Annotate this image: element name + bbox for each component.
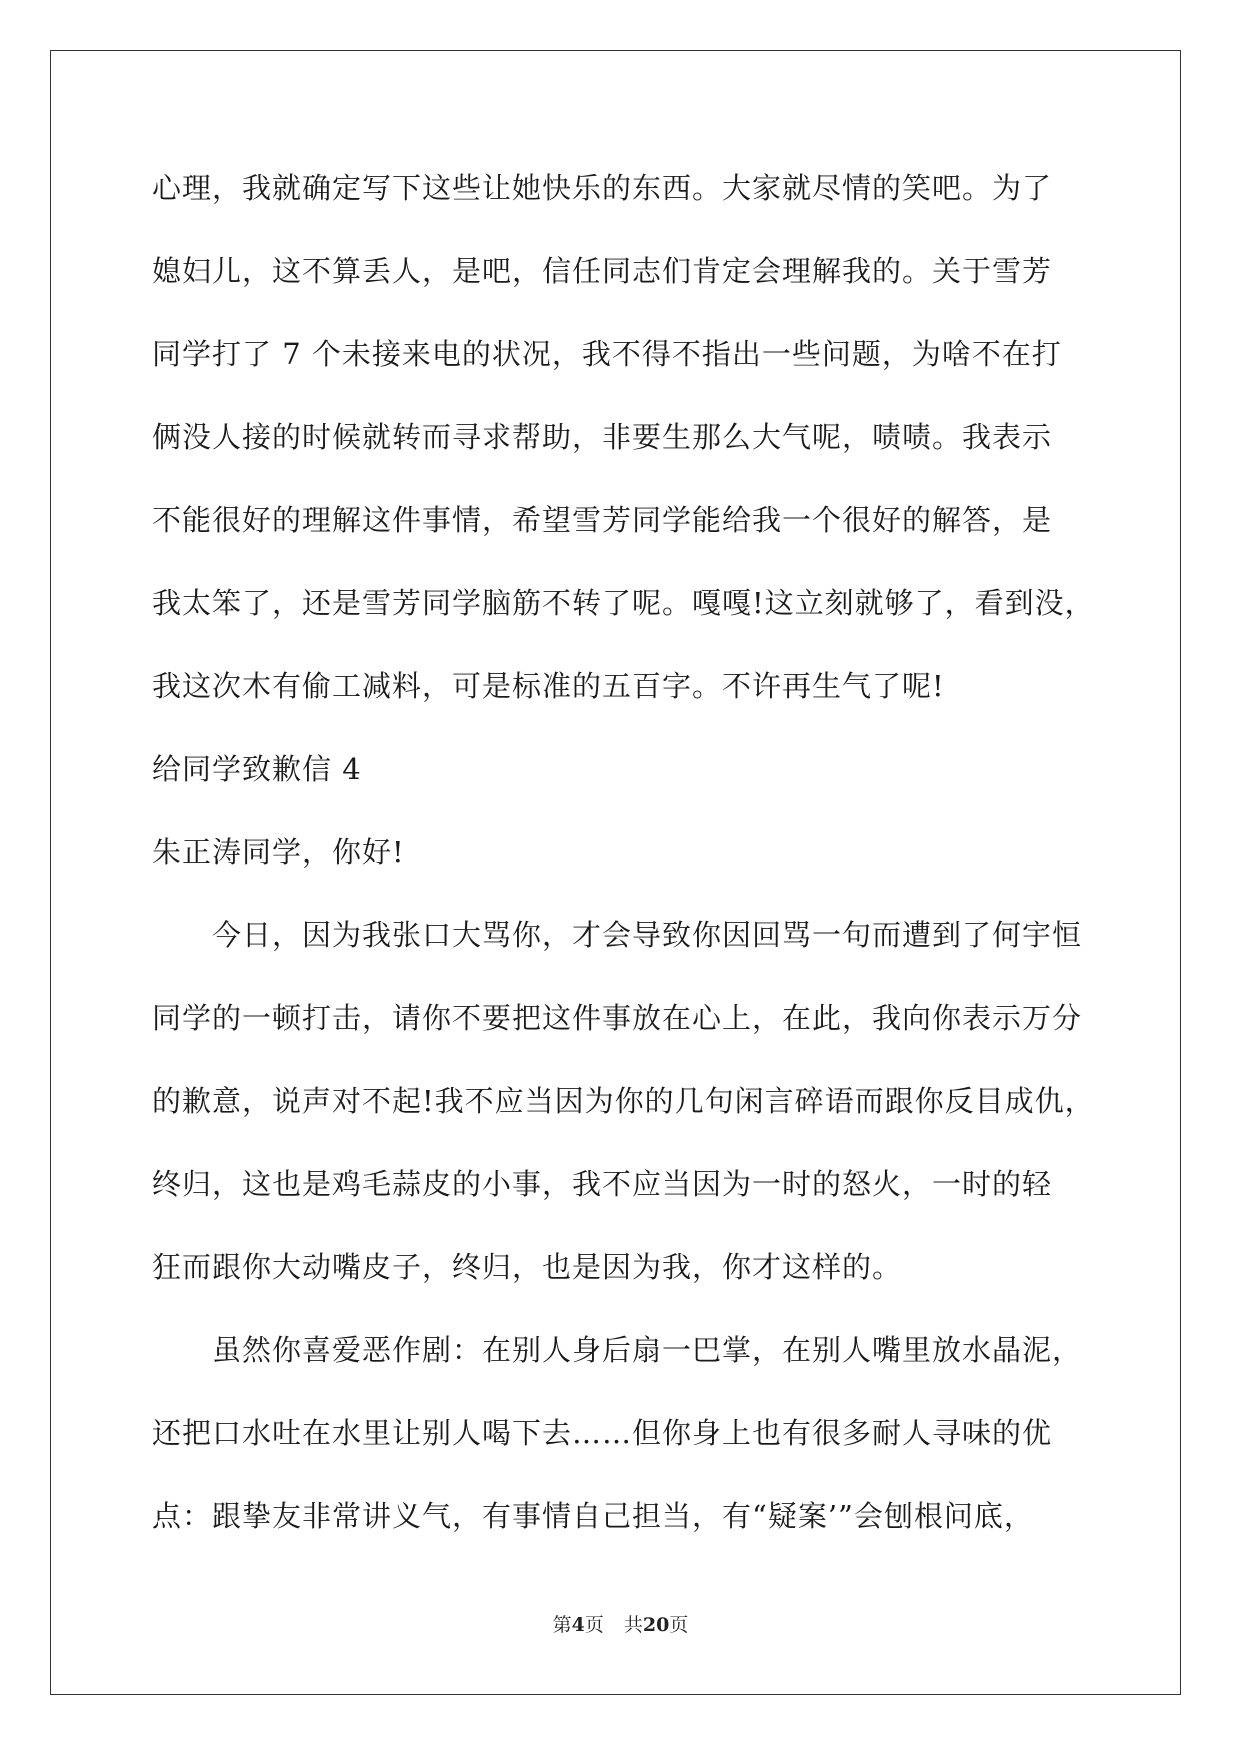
text-line: 狂而跟你大动嘴皮子，终归，也是因为我，你才这样的。 bbox=[152, 1250, 903, 1284]
text-line: 我太笨了，还是雪芳同学脑筋不转了呢。嘎嘎!这立刻就够了，看到没， bbox=[152, 586, 1095, 620]
text-line: 不能很好的理解这件事情，希望雪芳同学能给我一个很好的解答，是 bbox=[152, 503, 1053, 537]
text-line: 同学的一顿打击，请你不要把这件事放在心上，在此，我向你表示万分 bbox=[152, 1001, 1083, 1035]
footer-page-suffix: 页 bbox=[584, 1614, 604, 1636]
paragraph-start: 虽然你喜爱恶作剧：在别人身后扇一巴掌，在别人嘴里放水晶泥， bbox=[212, 1333, 1083, 1367]
text-line: 终归，这也是鸡毛蒜皮的小事，我不应当因为一时的怒火，一时的轻 bbox=[152, 1167, 1053, 1201]
footer-prefix: 第 bbox=[552, 1614, 572, 1636]
paragraph-start: 今日，因为我张口大骂你，才会导致你因回骂一句而遭到了何宇恒 bbox=[212, 918, 1083, 952]
footer-total-suffix: 页 bbox=[669, 1614, 689, 1636]
text-line: 俩没人接的时候就转而寻求帮助，非要生那么大气呢，啧啧。我表示 bbox=[152, 420, 1053, 454]
total-pages: 20 bbox=[642, 1614, 670, 1636]
text-line: 的歉意，说声对不起!我不应当因为你的几句闲言碎语而跟你反目成仇， bbox=[152, 1084, 1095, 1118]
text-line: 媳妇儿，这不算丢人，是吧，信任同志们肯定会理解我的。关于雪芳 bbox=[152, 254, 1053, 288]
section-heading: 给同学致歉信 4 bbox=[152, 752, 362, 786]
footer-total-prefix: 共 bbox=[623, 1614, 643, 1636]
page-footer bbox=[0, 1610, 1241, 1637]
text-line: 心理，我就确定写下这些让她快乐的东西。大家就尽情的笑吧。为了 bbox=[152, 171, 1053, 205]
salutation: 朱正涛同学，你好! bbox=[152, 835, 405, 869]
text-line: 还把口水吐在水里让别人喝下去……但你身上也有很多耐人寻味的优 bbox=[152, 1416, 1053, 1450]
text-line: 我这次木有偷工减料，可是标准的五百字。不许再生气了呢! bbox=[152, 669, 945, 703]
document-body bbox=[152, 147, 1095, 1558]
text-line: 点：跟挚友非常讲义气，有事情自己担当，有“疑案’”会刨根问底， bbox=[152, 1499, 1034, 1533]
page-number: 4 bbox=[571, 1614, 585, 1636]
text-line: 同学打了 7 个未接来电的状况，我不得不指出一些问题，为啥不在打 bbox=[152, 337, 1062, 371]
